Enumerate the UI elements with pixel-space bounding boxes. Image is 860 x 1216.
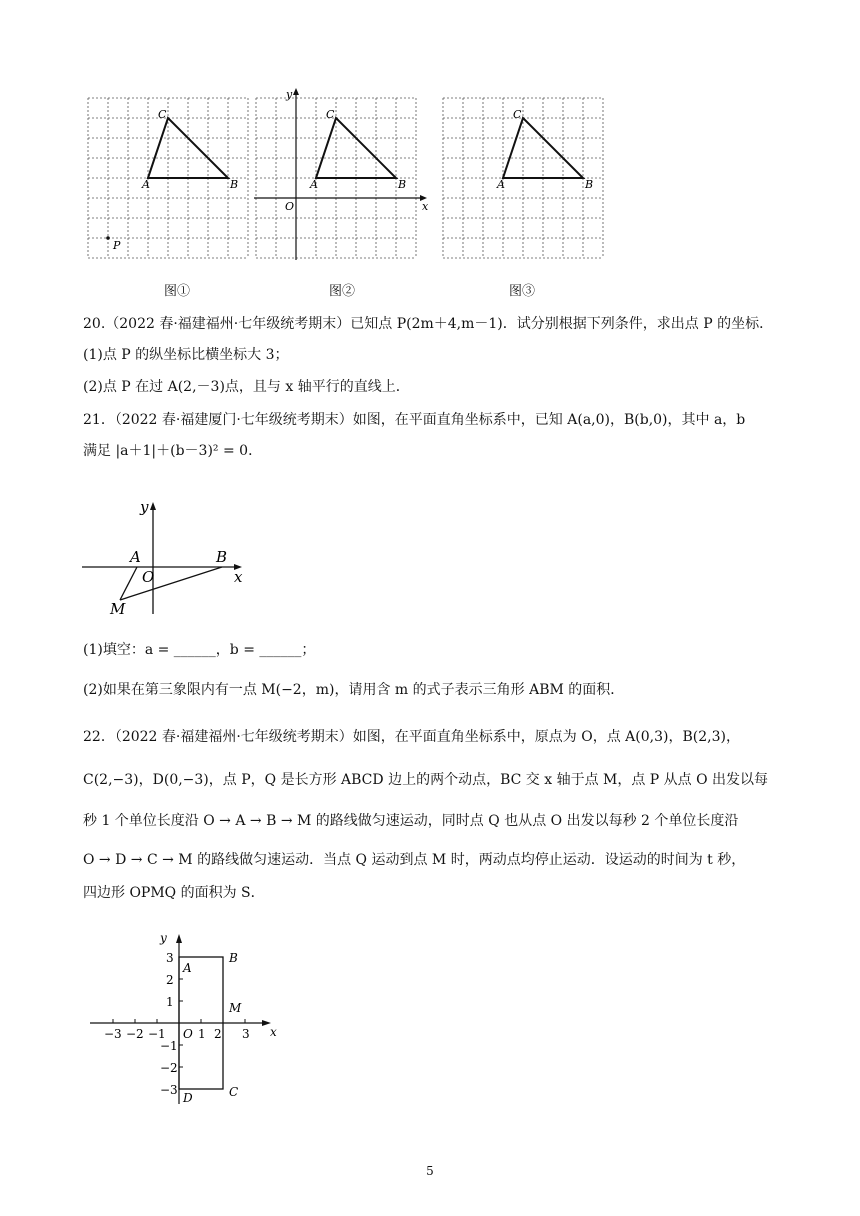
xtick-label: −1 [148,1027,166,1041]
q22-figure [90,928,290,1108]
label-c: C [158,108,167,121]
label-p: P [113,239,121,252]
label-y: y [160,931,167,945]
label-y: y [140,498,149,516]
figure-3-caption: 图③ [508,284,535,299]
xtick-label: 2 [214,1027,222,1041]
xtick-label: 1 [198,1027,206,1041]
figure-2-caption: 图② [328,284,355,299]
label-b: B [230,178,239,191]
label-o: O [183,1027,193,1041]
label-o: O [142,568,155,586]
q21-figure [80,496,260,622]
figure-3-grid [439,96,609,262]
q20-stem: 20.（2022 春·福建福州·七年级统考期末）已知点 P(2m＋4,m－1)．试分别根据下列条件，求出点 P 的坐标． [83,316,774,332]
figure-1-grid [84,96,254,262]
label-b: B [216,548,228,566]
label-o: O [285,200,295,213]
q22-stem-line2: C(2,−3)，D(0,−3)，点 P，Q 是长方形 ABCD 边上的两个动点，BC 交 x 轴于点 M，点 P 从点 O 出发以每 [83,772,769,788]
point-p-dot [106,236,110,240]
q20-part2: (2)点 P 在过 A(2,－3)点，且与 x 轴平行的直线上． [83,379,410,395]
label-a: A [497,178,505,191]
label-a: A [183,961,192,975]
label-b: B [398,178,407,191]
label-x: x [234,568,243,586]
q22-stem-line4: O → D → C → M 的路线做匀速运动．当点 Q 运动到点 M 时，两动点均停止运动．设运动的时间为 t 秒， [83,852,746,868]
label-a: A [130,548,141,566]
label-y: y [286,88,293,101]
q22-stem-line3: 秒 1 个单位长度沿 O → A → B → M 的路线做匀速运动，同时点 Q 也从点 O 出发以每秒 2 个单位长度沿 [83,813,739,829]
label-a: A [310,178,318,191]
label-a: A [142,178,150,191]
q21-part1: (1)填空：a = ______，b = ______； [83,642,316,658]
label-m: M [110,600,126,618]
q20-part1: (1)点 P 的纵坐标比横坐标大 3； [83,347,289,363]
xtick-label: −3 [104,1027,122,1041]
q22-stem-line1: 22．（2022 春·福建福州·七年级统考期末）如图，在平面直角坐标系中，原点为 O，点 A(0,3)，B(2,3)， [83,729,740,745]
ytick-label: −2 [160,1061,178,1075]
label-c: C [229,1085,239,1099]
q21-condition: 满足 |a＋1|＋(b－3)² = 0． [83,443,263,459]
figure-1-caption: 图① [163,284,190,299]
q21-stem: 21．（2022 春·福建厦门·七年级统考期末）如图，在平面直角坐标系中，已知 A(a,0)，B(b,0)，其中 a，b [83,412,746,428]
label-m: M [229,1001,242,1015]
q21-part2: (2)如果在第三象限内有一点 M(−2，m)，请用含 m 的式子表示三角形 ABM 的面积． [83,682,625,698]
ytick-label: 1 [166,995,174,1009]
label-d: D [183,1091,193,1105]
label-c: C [513,108,522,121]
ytick-label: −3 [160,1083,178,1097]
figure-2-grid [252,86,432,262]
label-x: x [422,200,429,213]
xtick-label: −2 [126,1027,144,1041]
label-b: B [585,178,594,191]
xtick-label: 3 [242,1027,250,1041]
q22-stem-line5: 四边形 OPMQ 的面积为 S． [83,885,265,901]
label-b: B [229,951,238,965]
page-number: 5 [426,1164,434,1178]
label-c: C [326,108,335,121]
ytick-label: −1 [160,1039,178,1053]
label-x: x [270,1025,277,1039]
ytick-label: 3 [166,951,174,965]
ytick-label: 2 [166,973,174,987]
